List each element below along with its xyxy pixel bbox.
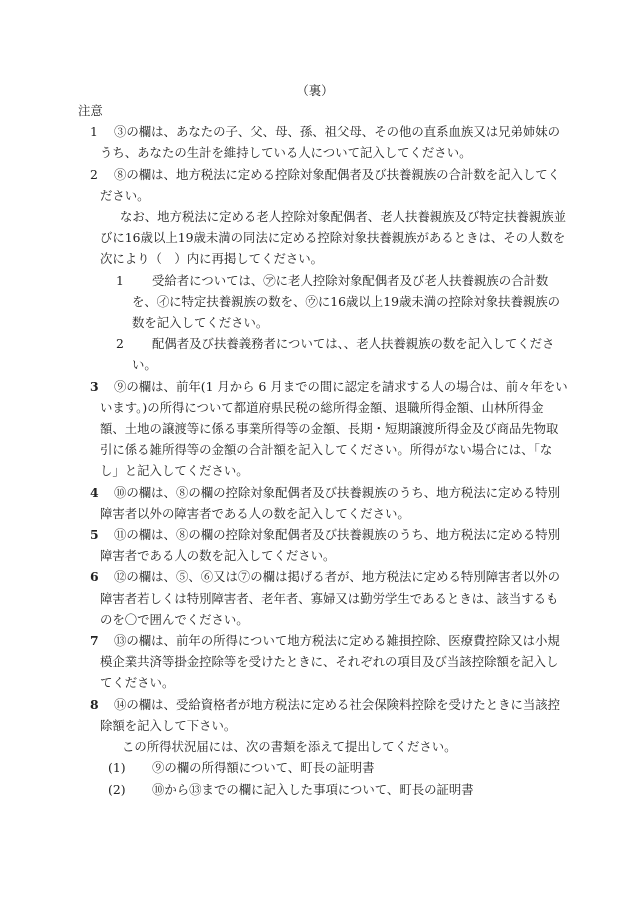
attachment-item-1 [78,757,568,778]
note-number: 2 [90,166,98,182]
back-side-label: （裏） [296,83,334,98]
attachments-intro: この所得状況届には、次の書類を添えて提出してください。 [122,739,457,755]
note-text: ⑭の欄は、受給資格者が地方税法に定める社会保険料控除を受けたときに当該控除額を記入して下さい。 [100,696,561,733]
note-number: 1 [90,124,98,140]
note-text: ③の欄は、あなたの子、父、母、孫、祖父母、その他の直系血族又は兄弟姉妹のうち、あなたの生計を維持している人について記入してください。 [100,124,561,161]
note-item-3 [78,376,568,482]
note-item-5 [78,524,568,566]
attachment-text: ⑩から⑬までの欄に記入した事項について、町長の証明書 [152,781,474,797]
sub-item-number: 1 [116,272,124,288]
note-item-2 [78,164,568,206]
note-text: ⑩の欄は、⑧の欄の控除対象配偶者及び扶養親族のうち、地方税法に定める特別障害者以外の障害者である人の数を記入してください。 [100,484,561,521]
note-item-7 [78,630,568,694]
note-item-6 [78,566,568,630]
notes-heading: 注意 [78,103,103,118]
note-number: 5 [90,527,99,543]
note-text: ⑬の欄は、前年の所得について地方税法に定める雑損控除、医療費控除又は小規模企業共済等掛金控除等を受けたときに、それぞれの項目及び当該控除額を記入してください。 [100,633,560,691]
sub-item-number: 2 [116,336,124,352]
note-number: 6 [90,569,99,585]
note-text: ⑨の欄は、前年(1 月から 6 月までの間に認定を請求する人の場合は、前々年をいいます。)の所得について都道府県民税の総所得金額、退職所得金額、山林所得金額、土地の譲渡等に係る事業所得等の金額、長期・短期譲渡所得金及び商品先物取引に係る雑所得等の金額の合計額を記入してください。所得がない場合には、「なし」と記入してください。 [100,378,568,479]
attachment-number: (1) [108,760,126,776]
note-text: ⑪の欄は、⑧の欄の控除対象配偶者及び扶養親族のうち、地方税法に定める特別障害者である人の数を記入してください。 [100,527,561,564]
sub-item-text: 配偶者及び扶養義務者については、、老人扶養親族の数を記入してください。 [132,336,555,373]
note-item-4 [78,482,568,524]
note-number: 8 [90,696,99,712]
note-item-8 [78,694,568,736]
sub-item-text: 受給者については、㋐に老人控除対象配偶者及び老人扶養親族の合計数を、㋑に特定扶養親族の数を、㋒に16歳以上19歳未満の控除対象扶養親族の数を記入してください。 [132,272,561,331]
notes-section [78,100,568,800]
note-item-2-supplement: なお、地方税法に定める老人控除対象配偶者、老人扶養親族及び特定扶養親族並びに16歳以上19歳未満の同法に定める控除対象扶養親族があるときは、その人数を次により（ ）内に再掲してください。 [100,209,567,267]
note-text: ⑧の欄は、地方税法に定める控除対象配偶者及び扶養親族の合計数を記入してください。 [100,166,561,203]
note-item-1 [78,121,568,163]
attachment-text: ⑨の欄の所得額について、町長の証明書 [152,760,375,776]
note-text: ⑫の欄は、⑤、⑥又は⑦の欄は掲げる者が、地方税法に定める特別障害者以外の障害者若しくは特別障害者、老年者、寡婦又は勤労学生であるときは、該当するものを〇で囲んでください。 [100,569,561,627]
note-number: 4 [90,484,99,500]
note-number: 3 [90,378,99,394]
sub-item-1 [78,270,568,334]
attachment-item-2 [78,779,568,800]
sub-item-2 [78,333,568,375]
attachment-number: (2) [108,781,126,797]
note-number: 7 [90,633,99,649]
